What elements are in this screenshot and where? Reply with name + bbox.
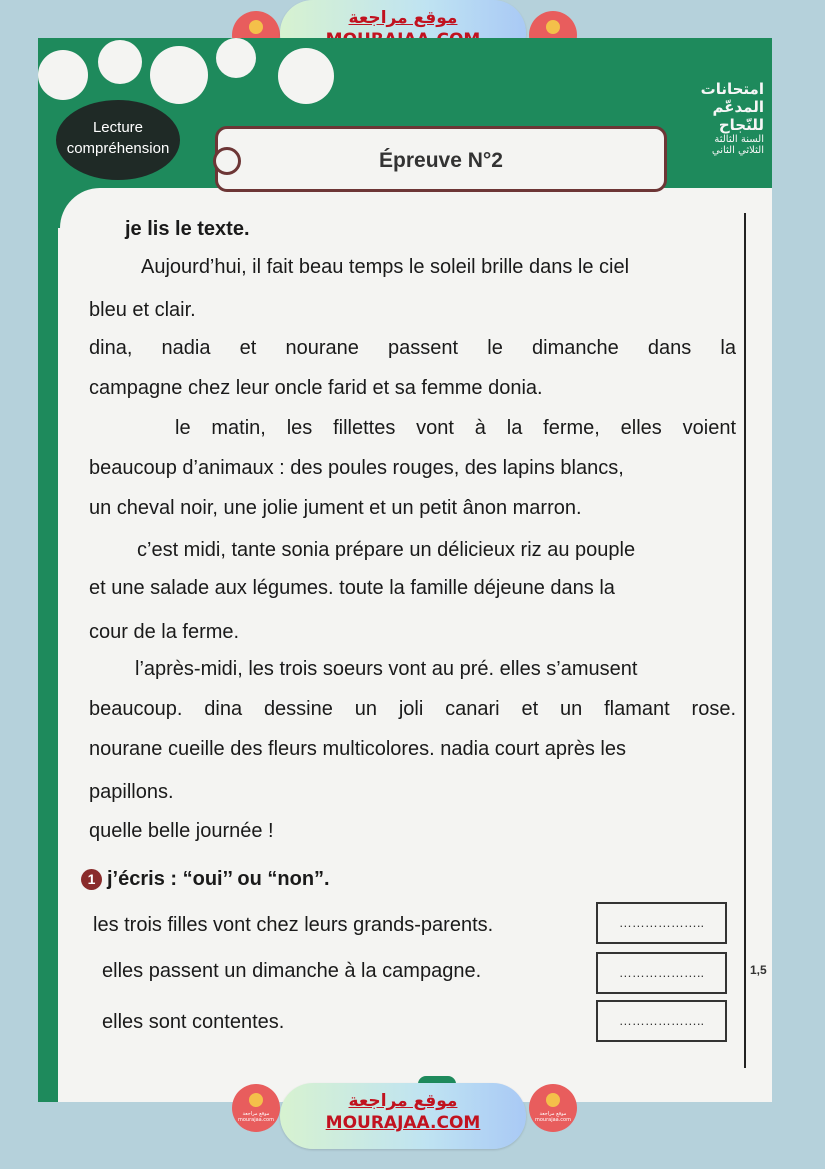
- exercise-sentence: elles sont contentes.: [102, 1011, 285, 1033]
- exercise-sentence: les trois filles vont chez leurs grands-parents.: [93, 914, 494, 936]
- watermark-arabic: موقع مراجعة: [348, 8, 458, 28]
- reading-line: et une salade aux légumes. toute la famille déjeune dans la: [89, 577, 615, 599]
- answer-box[interactable]: ………………..: [596, 902, 727, 944]
- decor-bubble: [38, 50, 88, 100]
- watermark-url[interactable]: MOURAJAA.COM: [325, 1113, 481, 1133]
- question-number-badge: 1: [81, 869, 102, 890]
- reading-line: quelle belle journée !: [89, 820, 274, 842]
- exercise-instruction: 1 j’écris : “oui’’ ou “non”.: [81, 868, 330, 891]
- section-label: Lecture compréhension: [56, 100, 180, 180]
- reading-line: beaucoup. dina dessine un joli canari et un flamant rose.: [89, 698, 736, 720]
- series-emblem: امتحانات المدعّم للنّجاح السنة الثالثة الثلاثي الثاني: [700, 80, 764, 156]
- decor-bubble: [98, 40, 142, 84]
- reading-line: c’est midi, tante sonia prépare un délicieux riz au pouple: [137, 539, 636, 561]
- watermark-logo-bottom-right: موقع مراجعة mourajaa.com: [529, 1084, 577, 1132]
- decor-bubble: [278, 48, 334, 104]
- reading-line: papillons.: [89, 781, 174, 803]
- decor-bubble: [216, 38, 256, 78]
- answer-box[interactable]: ………………..: [596, 952, 727, 994]
- reading-line: nourane cueille des fleurs multicolores. nadia court après les: [89, 738, 626, 760]
- reading-line: un cheval noir, une jolie jument et un petit ânon marron.: [89, 497, 582, 519]
- green-left-band: [38, 38, 58, 1102]
- watermark-logo-bottom-left: موقع مراجعة mourajaa.com: [232, 1084, 280, 1132]
- reading-line: Aujourd’hui, il fait beau temps le soleil brille dans le ciel: [141, 256, 630, 278]
- score-mark: 1,5: [750, 963, 767, 977]
- reading-line: bleu et clair.: [89, 299, 196, 321]
- reading-line: dina, nadia et nourane passent le dimanche dans la: [89, 337, 736, 359]
- reading-line: l’après-midi, les trois soeurs vont au pré. elles s’amusent: [135, 658, 638, 680]
- page-title: Épreuve N°2: [379, 149, 503, 172]
- reading-line: campagne chez leur oncle farid et sa femme donia.: [89, 377, 543, 399]
- reading-line: beaucoup d’animaux : des poules rouges, des lapins blancs,: [89, 457, 624, 479]
- reading-line: cour de la ferme.: [89, 621, 240, 643]
- title-frame: [215, 126, 667, 192]
- reading-line: le matin, les fillettes vont à la ferme, elles voient: [175, 417, 736, 439]
- margin-rule: [744, 213, 746, 1068]
- answer-box[interactable]: ………………..: [596, 1000, 727, 1042]
- decor-bubble: [150, 46, 208, 104]
- exercise-sentence: elles passent un dimanche à la campagne.: [102, 960, 482, 982]
- worksheet-page: [38, 38, 772, 1102]
- watermark-arabic: موقع مراجعة: [348, 1091, 458, 1111]
- watermark-banner-bottom[interactable]: [280, 1083, 526, 1149]
- reading-heading: je lis le texte.: [125, 218, 250, 240]
